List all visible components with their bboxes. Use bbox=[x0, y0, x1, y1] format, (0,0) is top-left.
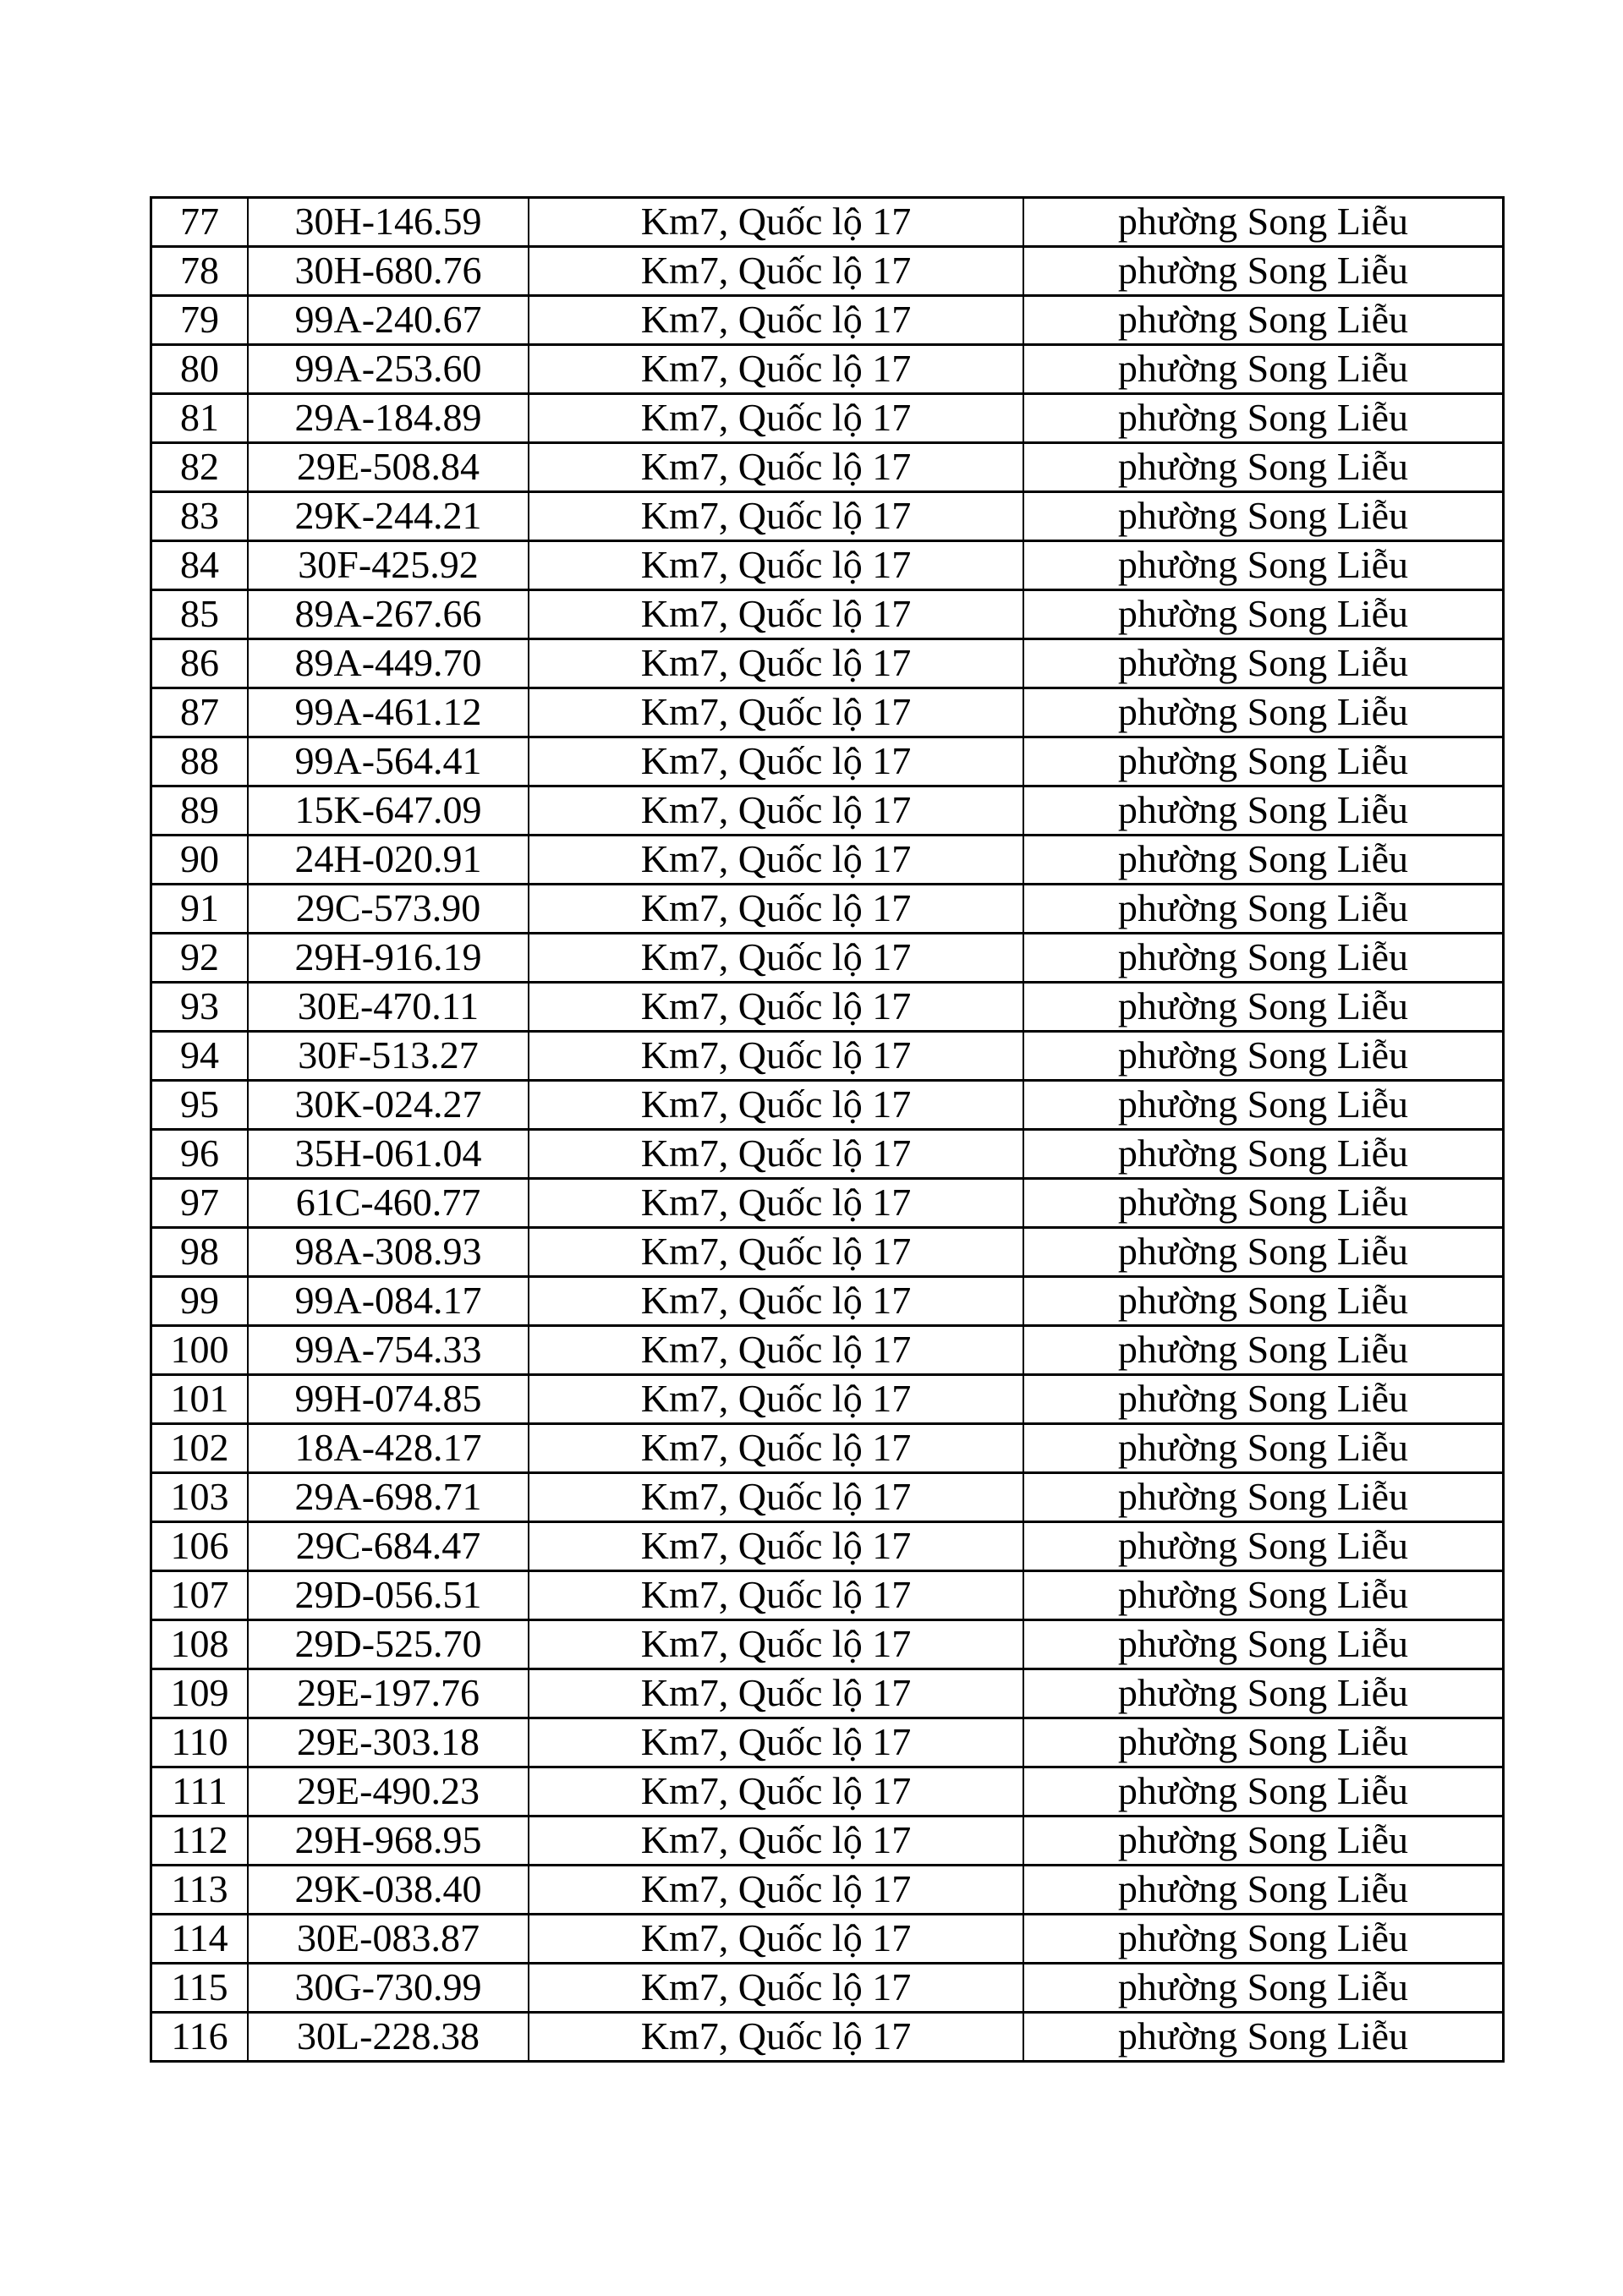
stt-cell: 84 bbox=[151, 541, 249, 590]
stt-cell: 94 bbox=[151, 1032, 249, 1081]
phuong-cell: phường Song Liễu bbox=[1023, 737, 1504, 786]
phuong-cell: phường Song Liễu bbox=[1023, 1277, 1504, 1326]
stt-cell: 86 bbox=[151, 639, 249, 688]
dia-diem-cell: Km7, Quốc lộ 17 bbox=[529, 1964, 1023, 2013]
phuong-cell: phường Song Liễu bbox=[1023, 1915, 1504, 1964]
table-row bbox=[151, 443, 1504, 492]
phuong-cell: phường Song Liễu bbox=[1023, 590, 1504, 639]
stt-cell: 83 bbox=[151, 492, 249, 541]
bien-so-cell: 30E-083.87 bbox=[248, 1915, 529, 1964]
dia-diem-cell: Km7, Quốc lộ 17 bbox=[529, 296, 1023, 345]
stt-cell: 113 bbox=[151, 1866, 249, 1915]
phuong-cell: phường Song Liễu bbox=[1023, 1081, 1504, 1130]
dia-diem-cell: Km7, Quốc lộ 17 bbox=[529, 1228, 1023, 1277]
bien-so-cell: 29H-968.95 bbox=[248, 1817, 529, 1866]
bien-so-cell: 30F-425.92 bbox=[248, 541, 529, 590]
stt-cell: 114 bbox=[151, 1915, 249, 1964]
table-row bbox=[151, 198, 1504, 247]
table-row bbox=[151, 1424, 1504, 1473]
stt-cell: 78 bbox=[151, 247, 249, 296]
phuong-cell: phường Song Liễu bbox=[1023, 1473, 1504, 1522]
table-row bbox=[151, 688, 1504, 737]
dia-diem-cell: Km7, Quốc lộ 17 bbox=[529, 934, 1023, 983]
table-row bbox=[151, 1179, 1504, 1228]
bien-so-cell: 30L-228.38 bbox=[248, 2013, 529, 2062]
phuong-cell: phường Song Liễu bbox=[1023, 1130, 1504, 1179]
table-row bbox=[151, 492, 1504, 541]
table-row bbox=[151, 296, 1504, 345]
table-row bbox=[151, 394, 1504, 443]
bien-so-cell: 99A-754.33 bbox=[248, 1326, 529, 1375]
bien-so-cell: 29A-698.71 bbox=[248, 1473, 529, 1522]
stt-cell: 87 bbox=[151, 688, 249, 737]
dia-diem-cell: Km7, Quốc lộ 17 bbox=[529, 1375, 1023, 1424]
stt-cell: 116 bbox=[151, 2013, 249, 2062]
dia-diem-cell: Km7, Quốc lộ 17 bbox=[529, 1473, 1023, 1522]
phuong-cell: phường Song Liễu bbox=[1023, 1669, 1504, 1718]
table-row bbox=[151, 1277, 1504, 1326]
table-row bbox=[151, 1866, 1504, 1915]
phuong-cell: phường Song Liễu bbox=[1023, 1228, 1504, 1277]
dia-diem-cell: Km7, Quốc lộ 17 bbox=[529, 885, 1023, 934]
dia-diem-cell: Km7, Quốc lộ 17 bbox=[529, 1179, 1023, 1228]
dia-diem-cell: Km7, Quốc lộ 17 bbox=[529, 688, 1023, 737]
bien-so-cell: 29A-184.89 bbox=[248, 394, 529, 443]
phuong-cell: phường Song Liễu bbox=[1023, 443, 1504, 492]
dia-diem-cell: Km7, Quốc lộ 17 bbox=[529, 1915, 1023, 1964]
phuong-cell: phường Song Liễu bbox=[1023, 1179, 1504, 1228]
stt-cell: 100 bbox=[151, 1326, 249, 1375]
bien-so-cell: 99A-461.12 bbox=[248, 688, 529, 737]
phuong-cell: phường Song Liễu bbox=[1023, 1817, 1504, 1866]
table-row bbox=[151, 639, 1504, 688]
phuong-cell: phường Song Liễu bbox=[1023, 1424, 1504, 1473]
table-row bbox=[151, 1375, 1504, 1424]
table-row bbox=[151, 983, 1504, 1032]
stt-cell: 97 bbox=[151, 1179, 249, 1228]
bien-so-cell: 30H-146.59 bbox=[248, 198, 529, 247]
bien-so-cell: 30F-513.27 bbox=[248, 1032, 529, 1081]
stt-cell: 91 bbox=[151, 885, 249, 934]
table-row bbox=[151, 1669, 1504, 1718]
table-row bbox=[151, 1915, 1504, 1964]
stt-cell: 81 bbox=[151, 394, 249, 443]
dia-diem-cell: Km7, Quốc lộ 17 bbox=[529, 590, 1023, 639]
bien-so-cell: 29E-490.23 bbox=[248, 1767, 529, 1817]
bien-so-cell: 98A-308.93 bbox=[248, 1228, 529, 1277]
stt-cell: 110 bbox=[151, 1718, 249, 1767]
phuong-cell: phường Song Liễu bbox=[1023, 345, 1504, 394]
bien-so-cell: 30G-730.99 bbox=[248, 1964, 529, 2013]
dia-diem-cell: Km7, Quốc lộ 17 bbox=[529, 836, 1023, 885]
dia-diem-cell: Km7, Quốc lộ 17 bbox=[529, 443, 1023, 492]
phuong-cell: phường Song Liễu bbox=[1023, 492, 1504, 541]
bien-so-cell: 29H-916.19 bbox=[248, 934, 529, 983]
stt-cell: 99 bbox=[151, 1277, 249, 1326]
dia-diem-cell: Km7, Quốc lộ 17 bbox=[529, 1326, 1023, 1375]
dia-diem-cell: Km7, Quốc lộ 17 bbox=[529, 198, 1023, 247]
stt-cell: 98 bbox=[151, 1228, 249, 1277]
stt-cell: 85 bbox=[151, 590, 249, 639]
dia-diem-cell: Km7, Quốc lộ 17 bbox=[529, 737, 1023, 786]
stt-cell: 82 bbox=[151, 443, 249, 492]
phuong-cell: phường Song Liễu bbox=[1023, 198, 1504, 247]
stt-cell: 96 bbox=[151, 1130, 249, 1179]
bien-so-cell: 24H-020.91 bbox=[248, 836, 529, 885]
table-row bbox=[151, 1964, 1504, 2013]
dia-diem-cell: Km7, Quốc lộ 17 bbox=[529, 2013, 1023, 2062]
table-row bbox=[151, 1817, 1504, 1866]
bien-so-cell: 99A-253.60 bbox=[248, 345, 529, 394]
table-row bbox=[151, 1620, 1504, 1669]
dia-diem-cell: Km7, Quốc lộ 17 bbox=[529, 1620, 1023, 1669]
phuong-cell: phường Song Liễu bbox=[1023, 296, 1504, 345]
bien-so-cell: 29E-303.18 bbox=[248, 1718, 529, 1767]
dia-diem-cell: Km7, Quốc lộ 17 bbox=[529, 983, 1023, 1032]
phuong-cell: phường Song Liễu bbox=[1023, 836, 1504, 885]
phuong-cell: phường Song Liễu bbox=[1023, 688, 1504, 737]
phuong-cell: phường Song Liễu bbox=[1023, 394, 1504, 443]
bien-so-cell: 61C-460.77 bbox=[248, 1179, 529, 1228]
dia-diem-cell: Km7, Quốc lộ 17 bbox=[529, 1767, 1023, 1817]
stt-cell: 77 bbox=[151, 198, 249, 247]
stt-cell: 115 bbox=[151, 1964, 249, 2013]
dia-diem-cell: Km7, Quốc lộ 17 bbox=[529, 247, 1023, 296]
phuong-cell: phường Song Liễu bbox=[1023, 541, 1504, 590]
phuong-cell: phường Song Liễu bbox=[1023, 1620, 1504, 1669]
phuong-cell: phường Song Liễu bbox=[1023, 639, 1504, 688]
bien-so-cell: 89A-449.70 bbox=[248, 639, 529, 688]
table-row bbox=[151, 590, 1504, 639]
stt-cell: 79 bbox=[151, 296, 249, 345]
bien-so-cell: 99A-084.17 bbox=[248, 1277, 529, 1326]
phuong-cell: phường Song Liễu bbox=[1023, 1964, 1504, 2013]
stt-cell: 111 bbox=[151, 1767, 249, 1817]
stt-cell: 107 bbox=[151, 1571, 249, 1620]
bien-so-cell: 99A-564.41 bbox=[248, 737, 529, 786]
table-row bbox=[151, 1326, 1504, 1375]
stt-cell: 109 bbox=[151, 1669, 249, 1718]
phuong-cell: phường Song Liễu bbox=[1023, 1571, 1504, 1620]
bien-so-cell: 29D-525.70 bbox=[248, 1620, 529, 1669]
stt-cell: 108 bbox=[151, 1620, 249, 1669]
stt-cell: 106 bbox=[151, 1522, 249, 1571]
table-row bbox=[151, 1571, 1504, 1620]
dia-diem-cell: Km7, Quốc lộ 17 bbox=[529, 541, 1023, 590]
stt-cell: 89 bbox=[151, 786, 249, 836]
stt-cell: 95 bbox=[151, 1081, 249, 1130]
bien-so-cell: 29K-244.21 bbox=[248, 492, 529, 541]
bien-so-cell: 29D-056.51 bbox=[248, 1571, 529, 1620]
table-row bbox=[151, 737, 1504, 786]
stt-cell: 101 bbox=[151, 1375, 249, 1424]
dia-diem-cell: Km7, Quốc lộ 17 bbox=[529, 1866, 1023, 1915]
dia-diem-cell: Km7, Quốc lộ 17 bbox=[529, 1522, 1023, 1571]
table-row bbox=[151, 1032, 1504, 1081]
table-row bbox=[151, 934, 1504, 983]
dia-diem-cell: Km7, Quốc lộ 17 bbox=[529, 1081, 1023, 1130]
table-row bbox=[151, 1718, 1504, 1767]
dia-diem-cell: Km7, Quốc lộ 17 bbox=[529, 1130, 1023, 1179]
phuong-cell: phường Song Liễu bbox=[1023, 2013, 1504, 2062]
stt-cell: 112 bbox=[151, 1817, 249, 1866]
stt-cell: 90 bbox=[151, 836, 249, 885]
phuong-cell: phường Song Liễu bbox=[1023, 1866, 1504, 1915]
table-row bbox=[151, 1473, 1504, 1522]
phuong-cell: phường Song Liễu bbox=[1023, 786, 1504, 836]
stt-cell: 92 bbox=[151, 934, 249, 983]
table-row bbox=[151, 247, 1504, 296]
bien-so-cell: 15K-647.09 bbox=[248, 786, 529, 836]
bien-so-cell: 29E-197.76 bbox=[248, 1669, 529, 1718]
phuong-cell: phường Song Liễu bbox=[1023, 247, 1504, 296]
bien-so-cell: 89A-267.66 bbox=[248, 590, 529, 639]
phuong-cell: phường Song Liễu bbox=[1023, 1522, 1504, 1571]
vehicle-table bbox=[150, 196, 1505, 2063]
dia-diem-cell: Km7, Quốc lộ 17 bbox=[529, 639, 1023, 688]
bien-so-cell: 35H-061.04 bbox=[248, 1130, 529, 1179]
bien-so-cell: 30K-024.27 bbox=[248, 1081, 529, 1130]
bien-so-cell: 99H-074.85 bbox=[248, 1375, 529, 1424]
phuong-cell: phường Song Liễu bbox=[1023, 1032, 1504, 1081]
stt-cell: 80 bbox=[151, 345, 249, 394]
bien-so-cell: 30H-680.76 bbox=[248, 247, 529, 296]
dia-diem-cell: Km7, Quốc lộ 17 bbox=[529, 1669, 1023, 1718]
phuong-cell: phường Song Liễu bbox=[1023, 1326, 1504, 1375]
dia-diem-cell: Km7, Quốc lộ 17 bbox=[529, 1718, 1023, 1767]
table-row bbox=[151, 786, 1504, 836]
table-row bbox=[151, 1228, 1504, 1277]
table-row bbox=[151, 345, 1504, 394]
bien-so-cell: 29E-508.84 bbox=[248, 443, 529, 492]
dia-diem-cell: Km7, Quốc lộ 17 bbox=[529, 786, 1023, 836]
table-row bbox=[151, 541, 1504, 590]
table-row bbox=[151, 1522, 1504, 1571]
dia-diem-cell: Km7, Quốc lộ 17 bbox=[529, 1032, 1023, 1081]
bien-so-cell: 30E-470.11 bbox=[248, 983, 529, 1032]
phuong-cell: phường Song Liễu bbox=[1023, 1767, 1504, 1817]
dia-diem-cell: Km7, Quốc lộ 17 bbox=[529, 1571, 1023, 1620]
table-row bbox=[151, 1081, 1504, 1130]
stt-cell: 88 bbox=[151, 737, 249, 786]
stt-cell: 102 bbox=[151, 1424, 249, 1473]
bien-so-cell: 29K-038.40 bbox=[248, 1866, 529, 1915]
vehicle-table-body bbox=[151, 198, 1504, 2062]
table-row bbox=[151, 2013, 1504, 2062]
dia-diem-cell: Km7, Quốc lộ 17 bbox=[529, 492, 1023, 541]
phuong-cell: phường Song Liễu bbox=[1023, 983, 1504, 1032]
stt-cell: 93 bbox=[151, 983, 249, 1032]
phuong-cell: phường Song Liễu bbox=[1023, 1375, 1504, 1424]
dia-diem-cell: Km7, Quốc lộ 17 bbox=[529, 345, 1023, 394]
phuong-cell: phường Song Liễu bbox=[1023, 1718, 1504, 1767]
bien-so-cell: 29C-684.47 bbox=[248, 1522, 529, 1571]
phuong-cell: phường Song Liễu bbox=[1023, 885, 1504, 934]
stt-cell: 103 bbox=[151, 1473, 249, 1522]
table-row bbox=[151, 836, 1504, 885]
table-row bbox=[151, 1130, 1504, 1179]
bien-so-cell: 29C-573.90 bbox=[248, 885, 529, 934]
dia-diem-cell: Km7, Quốc lộ 17 bbox=[529, 1817, 1023, 1866]
dia-diem-cell: Km7, Quốc lộ 17 bbox=[529, 1277, 1023, 1326]
table-row bbox=[151, 885, 1504, 934]
table-row bbox=[151, 1767, 1504, 1817]
phuong-cell: phường Song Liễu bbox=[1023, 934, 1504, 983]
bien-so-cell: 99A-240.67 bbox=[248, 296, 529, 345]
bien-so-cell: 18A-428.17 bbox=[248, 1424, 529, 1473]
dia-diem-cell: Km7, Quốc lộ 17 bbox=[529, 1424, 1023, 1473]
dia-diem-cell: Km7, Quốc lộ 17 bbox=[529, 394, 1023, 443]
